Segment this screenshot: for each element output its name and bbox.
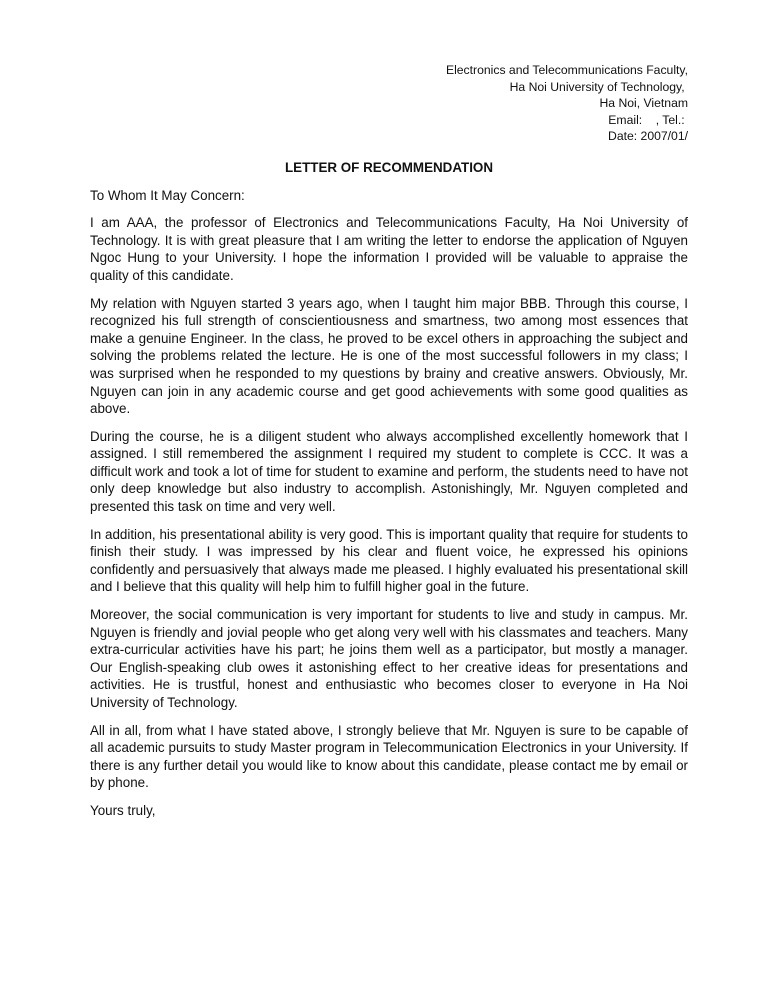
paragraph-introduction: I am AAA, the professor of Electronics and Telecommunications Faculty, Ha Noi University of Technology. It is with great pleasure that I am writing the letter to endorse the application of Nguyen Ngoc Hung to your University. I hope the information I provided will be valuable to appraise the quality of this candidate. bbox=[90, 215, 688, 283]
address-line-university: Ha Noi University of Technology, bbox=[509, 79, 688, 94]
letter-title: LETTER OF RECOMMENDATION bbox=[284, 159, 494, 175]
paragraph-conclusion: All in all, from what I have stated above, I strongly believe that Mr. Nguyen is sure to be capable of all academic pursuits to study Master program in Telecommunication Electronics in your University. If there is any further detail you would like to know about this candidate, please contact me by email or by phone. bbox=[90, 722, 688, 791]
address-line-contact: Email: , Tel.: bbox=[608, 112, 688, 127]
paragraph-presentation: In addition, his presentational ability is very good. This is important quality that require for students to finish their study. I was impressed by his clear and fluent voice, he expressed his opinions confidently and persuasively that always made me pleased. I highly evaluated his presentational skill and I believe that this quality will help him to fulfill higher goal in the future. bbox=[90, 526, 688, 595]
address-line-date: Date: 2007/01/ bbox=[608, 129, 688, 144]
paragraph-relation: My relation with Nguyen started 3 years ago, when I taught him major BBB. Through this course, I recognized his full strength of conscientiousness and smartness, two among most essences that make a genuine Engineer. In the class, he proved to be excel others in approaching the subject and solving the problems related the lecture. He is one of the most successful followers in my class; I was surprised when he responded to my questions by brainy and creative answers. Obviously, Mr. Nguyen can join in any academic course and get good achievements with some good qualities as above. bbox=[90, 295, 688, 417]
salutation: To Whom It May Concern: bbox=[90, 187, 245, 203]
paragraph-social: Moreover, the social communication is very important for students to live and study in campus. Mr. Nguyen is friendly and jovial people who get along very well with his classmates and teachers. Many extra-curricular activities have his part; he joins them well as a participator, but mostly a manager. Our English-speaking club owes it astonishing effect to her creative ideas for presentations and activities. He is trustful, honest and enthusiastic who becomes closer to everyone in Ha Noi University of Technology. bbox=[90, 607, 688, 710]
letter-page bbox=[90, 62, 688, 820]
closing: Yours truly, bbox=[90, 802, 156, 818]
address-line-faculty: Electronics and Telecommunications Faculty, bbox=[445, 63, 688, 77]
address-line-city: Ha Noi, Vietnam bbox=[599, 96, 688, 111]
sender-address-block bbox=[90, 62, 688, 145]
paragraph-diligence: During the course, he is a diligent student who always accomplished excellently homework that I assigned. I still remembered the assignment I required my student to complete is CCC. It was a difficult work and took a lot of time for student to examine and perform, the students need to have not only deep knowledge but also industry to accomplish. Astonishingly, Mr. Nguyen completed and presented this task on time and very well. bbox=[90, 428, 688, 515]
